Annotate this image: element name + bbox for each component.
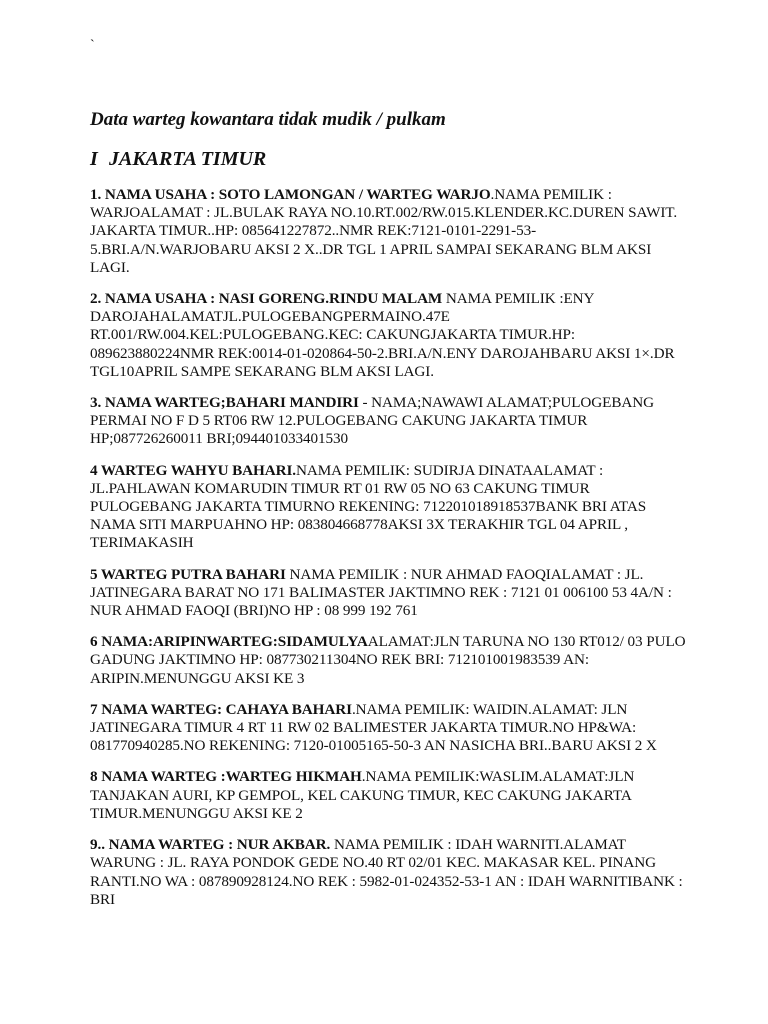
section-heading	[90, 148, 266, 171]
warteg-entry	[90, 394, 690, 449]
warteg-entry	[90, 186, 690, 277]
warteg-entry-details: .NAMA PEMILIK : WARJOALAMAT : JL.BULAK RAYA NO.10.RT.002/RW.015.KLENDER.KC.DUREN SAWIT. JAKARTA TIMUR..HP: 085641227872..NMR REK:7121-0101-2291-53-5.BRI.A/N.WARJOBARU AKSI 2 X..DR TGL 1 APRIL SAMPAI SEKARANG BLM AKSI LAGI.	[90, 186, 678, 276]
warteg-entry-name: 5 WARTEG PUTRA BAHARI	[90, 565, 286, 583]
warteg-entry-name: 3. NAMA WARTEG;BAHARI MANDIRI	[90, 394, 359, 412]
warteg-entry	[90, 462, 690, 553]
warteg-entry	[90, 566, 690, 621]
warteg-entry	[90, 633, 690, 688]
warteg-entry-name: 4 WARTEG WAHYU BAHARI.	[90, 461, 296, 479]
warteg-entry-details: NAMA PEMILIK : IDAH WARNITI.ALAMAT WARUNG : JL. RAYA PONDOK GEDE NO.40 RT 02/01 KEC. MAKASAR KEL. PINANG RANTI.NO WA : 087890928124.NO REK : 5982-01-024352-53-1 AN : IDAH WARNITIBANK : BRI	[90, 836, 683, 908]
document-title: Data warteg kowantara tidak mudik / pulkam	[90, 109, 446, 130]
stray-mark: `	[90, 38, 95, 53]
warteg-entry-name: 6 NAMA:ARIPINWARTEG:SIDAMULYA	[90, 633, 368, 651]
warteg-entry-name: 8 NAMA WARTEG :WARTEG HIKMAH	[90, 768, 362, 786]
section-number: I	[90, 148, 98, 170]
warteg-entry	[90, 290, 690, 381]
warteg-entry-name: 7 NAMA WARTEG: CAHAYA BAHARI	[90, 700, 352, 718]
warteg-entry-details: NAMA PEMILIK :ENY DAROJAHALAMATJL.PULOGEBANGPERMAINO.47E RT.001/RW.004.KEL:PULOGEBANG.KEC: CAKUNGJAKARTA TIMUR.HP: 089623880224NMR REK:0014-01-020864-50-2.BRI.A/N.ENY DAROJAHBARU AKSI 1×.DR TGL10APRIL SAMPE SEKARANG BLM AKSI LAGI.	[90, 290, 675, 380]
warteg-entry	[90, 836, 690, 909]
warteg-entry-name: 9.. NAMA WARTEG : NUR AKBAR.	[90, 836, 331, 854]
warteg-entry-details: NAMA PEMILIK: SUDIRJA DINATAALAMAT : JL.PAHLAWAN KOMARUDIN TIMUR RT 01 RW 05 NO 63 CAKUNG TIMUR PULOGEBANG JAKARTA TIMURNO REKENING: 712201018918537BANK BRI ATAS NAMA SITI MARPUAHNO HP: 083804668778AKSI 3X TERAKHIR TGL 04 APRIL , TERIMAKASIH	[90, 461, 647, 552]
warteg-entry-details: - NAMA;NAWAWI ALAMAT;PULOGEBANG PERMAI NO F D 5 RT06 RW 12.PULOGEBANG CAKUNG JAKARTA TIMUR HP;087726260011 BRI;094401033401530	[90, 394, 654, 448]
warteg-entry-details: .NAMA PEMILIK: WAIDIN.ALAMAT: JLN JATINEGARA TIMUR 4 RT 11 RW 02 BALIMESTER JAKARTA TIMUR.NO HP&WA: 081770940285.NO REKENING: 7120-01005165-50-3 AN NASICHA BRI..BARU AKSI 2 X	[90, 700, 657, 755]
warteg-entry-details: ALAMAT:JLN TARUNA NO 130 RT012/ 03 PULO GADUNG JAKTIMNO HP: 087730211304NO REK BRI: 712101001983539 AN: ARIPIN.MENUNGGU AKSI KE 3	[90, 633, 686, 687]
warteg-entry-details: NAMA PEMILIK : NUR AHMAD FAOQIALAMAT : JL. JATINEGARA BARAT NO 171 BALIMASTER JAKTIMNO REK : 7121 01 006100 53 4A/N : NUR AHMAD FAOQI (BRI)NO HP : 08 999 192 761	[90, 565, 672, 620]
warteg-entry-name: 2. NAMA USAHA : NASI GORENG.RINDU MALAM	[90, 290, 443, 308]
warteg-entry	[90, 768, 690, 823]
section-name: JAKARTA TIMUR	[109, 148, 267, 170]
warteg-list	[90, 186, 690, 922]
warteg-entry	[90, 701, 690, 756]
warteg-entry-name: 1. NAMA USAHA : SOTO LAMONGAN / WARTEG WARJO	[90, 186, 491, 203]
warteg-entry-details: .NAMA PEMILIK:WASLIM.ALAMAT:JLN TANJAKAN AURI, KP GEMPOL, KEL CAKUNG TIMUR, KEC CAKUNG JAKARTA TIMUR.MENUNGGU AKSI KE 2	[90, 768, 635, 822]
